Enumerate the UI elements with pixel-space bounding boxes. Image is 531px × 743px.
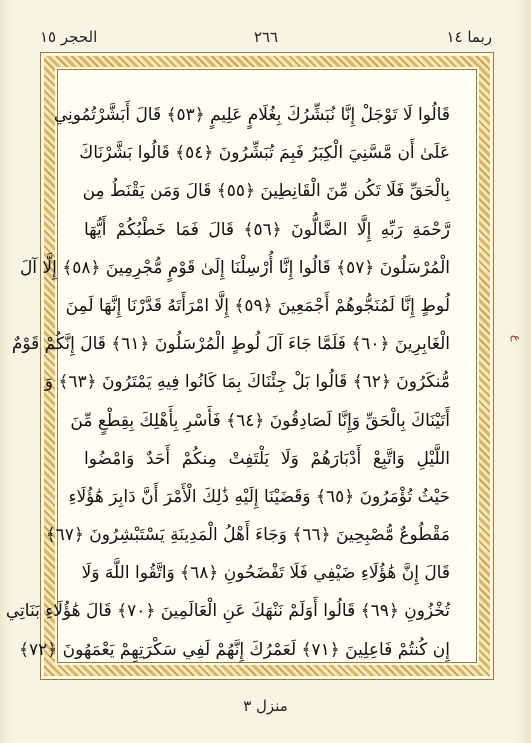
verse-line: الْمُرْسَلُونَ ﴿٥٧﴾ قَالُوا إِنَّا أُرْسِلْنَا إِلَىٰ قَوْمٍ مُّجْرِمِينَ ﴿٥٨﴾ إِلَّا آلَ xyxy=(19,257,450,278)
verse-line: تُخْزُونِ ﴿٦٩﴾ قَالُوا أَوَلَمْ نَنْهَكَ عَنِ الْعَالَمِينَ ﴿٧٠﴾ قَالَ هَٰؤُلَاءِ بَنَاتِي xyxy=(5,601,450,622)
verse-line: مَقْطُوعٌ مُّصْبِحِينَ ﴿٦٦﴾ وَجَاءَ أَهْلُ الْمَدِينَةِ يَسْتَبْشِرُونَ ﴿٦٧﴾ xyxy=(45,525,450,546)
verse-line: مُّنكَرُونَ ﴿٦٢﴾ قَالُوا بَلْ جِئْنَاكَ بِمَا كَانُوا فِيهِ يَمْتَرُونَ ﴿٦٣﴾ وَ xyxy=(44,372,450,393)
verse-line: لُوطٍ إِنَّا لَمُنَجُّوهُمْ أَجْمَعِينَ ﴿٥٩﴾ إِلَّا امْرَأَتَهُ قَدَّرْنَا إِنَّهَا لَمِنَ xyxy=(65,295,450,316)
verse-line: بِالْحَقِّ فَلَا تَكُن مِّنَ الْقَانِطِينَ ﴿٥٥﴾ قَالَ وَمَن يَقْنَطُ مِن xyxy=(82,181,450,202)
ruku-marker: ع xyxy=(510,334,523,342)
manzil-footer: منزل ٣ xyxy=(243,697,288,715)
ornamental-frame xyxy=(5,52,494,680)
verse-text-block xyxy=(5,96,450,660)
surah-label: الحجر ١٥ xyxy=(40,28,98,46)
juz-label: ربما ١٤ xyxy=(446,28,492,46)
verse-line: إِن كُنتُمْ فَاعِلِينَ ﴿٧١﴾ لَعَمْرُكَ إِنَّهُمْ لَفِي سَكْرَتِهِمْ يَعْمَهُونَ ﴿٧٢﴾ xyxy=(19,639,450,660)
verse-line: الْغَابِرِينَ ﴿٦٠﴾ فَلَمَّا جَاءَ آلَ لُوطٍ الْمُرْسَلُونَ ﴿٦١﴾ قَالَ إِنَّكُمْ قَوْمٌ xyxy=(11,334,450,355)
verse-line: قَالُوا لَا تَوْجَلْ إِنَّا نُبَشِّرُكَ بِغُلَامٍ عَلِيمٍ ﴿٥٣﴾ قَالَ أَبَشَّرْتُمُونِي xyxy=(53,105,450,125)
text-panel xyxy=(5,69,477,663)
verse-line: اللَّيْلِ وَاتَّبِعْ أَدْبَارَهُمْ وَلَا يَلْتَفِتْ مِنكُمْ أَحَدٌ وَامْضُوا xyxy=(84,448,450,469)
verse-line: عَلَىٰ أَن مَّسَّنِيَ الْكِبَرُ فَبِمَ تُبَشِّرُونَ ﴿٥٤﴾ قَالُوا بَشَّرْنَاكَ xyxy=(79,143,450,164)
page-header xyxy=(40,28,492,52)
verse-line: حَيْثُ تُؤْمَرُونَ ﴿٦٥﴾ وَقَضَيْنَا إِلَيْهِ ذَٰلِكَ الْأَمْرَ أَنَّ دَابِرَ هَٰؤُلَاءِ xyxy=(68,486,450,507)
page-number: ٢٦٦ xyxy=(253,28,279,46)
verse-line: رَّحْمَةِ رَبِّهِ إِلَّا الضَّالُّونَ ﴿٥٦﴾ قَالَ فَمَا خَطْبُكُمْ أَيُّهَا xyxy=(84,219,450,240)
verse-line: قَالَ إِنَّ هَٰؤُلَاءِ ضَيْفِي فَلَا تَفْضَحُونِ ﴿٦٨﴾ وَاتَّقُوا اللَّهَ وَلَا xyxy=(81,563,450,584)
verse-line: أَتَيْنَاكَ بِالْحَقِّ وَإِنَّا لَصَادِقُونَ ﴿٦٤﴾ فَأَسْرِ بِأَهْلِكَ بِقِطْعٍ مِّنَ xyxy=(70,410,450,431)
